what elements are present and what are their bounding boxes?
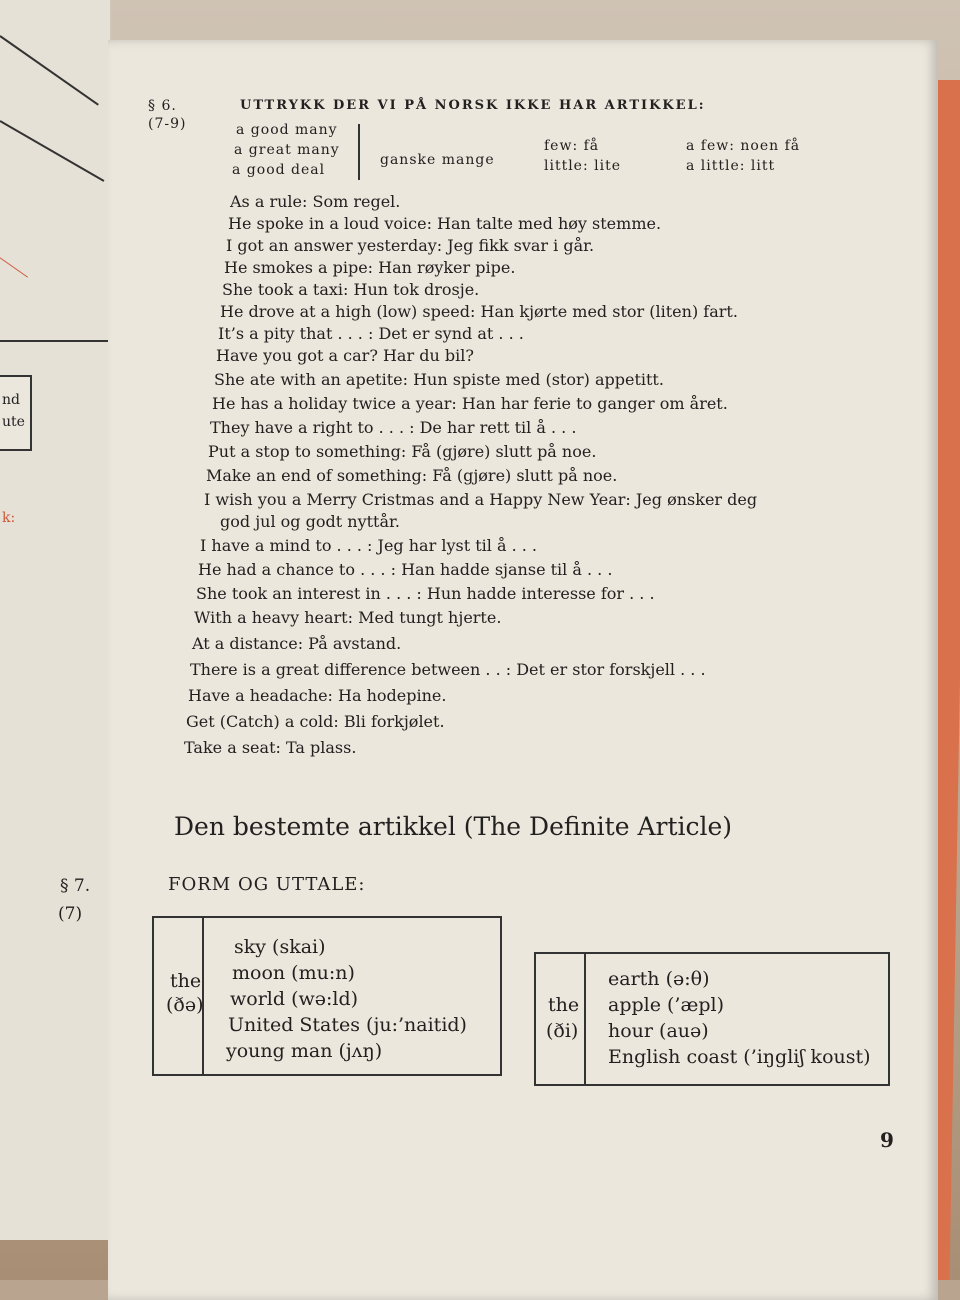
example-line: I got an answer yesterday: Jeg fikk svar i går.: [226, 236, 595, 255]
example-line: He drove at a high (low) speed: Han kjørte med stor (liten) fart.: [220, 302, 738, 321]
article-label: the: [548, 994, 580, 1016]
article-pronunciation: (ðə): [166, 994, 204, 1016]
left-page-box: [0, 375, 32, 451]
term-many: a great many: [234, 142, 340, 158]
left-page-line: [0, 340, 120, 342]
example-line: Make an end of something: Få (gjøre) slutt på noe.: [206, 466, 618, 485]
section-heading: FORM OG UTTALE:: [168, 874, 366, 895]
example-line: She ate with an apetite: Hun spiste med (stor) appetitt.: [214, 370, 664, 389]
article-pronunciation: (ði): [546, 1020, 579, 1042]
section-title: Den bestemte artikkel (The Definite Article): [174, 812, 733, 841]
example-line: She took an interest in . . . : Hun hadde interesse for . . .: [196, 584, 655, 603]
term-many: a good many: [236, 122, 338, 138]
example-line: He smokes a pipe: Han røyker pipe.: [224, 258, 516, 277]
table-word: United States (ju:’naitid): [228, 1014, 467, 1036]
example-line: At a distance: På avstand.: [192, 634, 402, 653]
term-many: a good deal: [232, 162, 326, 178]
example-line: They have a right to . . . : De har rett til å . . .: [210, 418, 577, 437]
table-word: moon (mu:n): [232, 962, 355, 984]
example-line: I have a mind to . . . : Jeg har lyst til å . . .: [200, 536, 538, 555]
example-line: He had a chance to . . . : Han hadde sjanse til å . . .: [198, 560, 613, 579]
example-line: Have a headache: Ha hodepine.: [188, 686, 447, 705]
left-page-fragment: nd: [2, 392, 20, 408]
example-line: Put a stop to something: Få (gjøre) slutt på noe.: [208, 442, 597, 461]
bracket: [352, 124, 360, 180]
table-word: world (wə:ld): [230, 988, 359, 1010]
example-line: He has a holiday twice a year: Han har ferie to ganger om året.: [212, 394, 728, 413]
left-page-line: [0, 120, 104, 182]
section-number: § 7.: [60, 876, 91, 896]
page-number: 9: [880, 1128, 894, 1152]
example-line: As a rule: Som regel.: [230, 192, 401, 211]
left-page-fragment: ute: [2, 414, 25, 430]
section-number: § 6.: [148, 98, 177, 114]
example-line: Take a seat: Ta plass.: [184, 738, 357, 757]
term-translation: ganske mange: [380, 152, 495, 168]
table-word: sky (skai): [234, 936, 326, 958]
table-word: hour (auə): [608, 1020, 709, 1042]
left-page-line: [0, 35, 99, 105]
section-ref: (7): [58, 904, 83, 924]
example-line: There is a great difference between . . : Det er stor forskjell . . .: [190, 660, 706, 679]
article-label: the: [170, 970, 202, 992]
example-line: She took a taxi: Hun tok drosje.: [222, 280, 480, 299]
example-line: He spoke in a loud voice: Han talte med høy stemme.: [228, 214, 662, 233]
table-word: apple (’æpl): [608, 994, 724, 1016]
term-little: little: lite: [544, 158, 622, 174]
section-heading: UTTRYKK DER VI PÅ NORSK IKKE HAR ARTIKKEL:: [240, 98, 706, 113]
left-page: [0, 0, 112, 1240]
example-line: Have you got a car? Har du bil?: [216, 346, 474, 365]
example-line: With a heavy heart: Med tungt hjerte.: [194, 608, 502, 627]
example-line: I wish you a Merry Cristmas and a Happy New Year: Jeg ønsker deg: [204, 490, 758, 509]
pronunciation-table-the-i: [534, 952, 890, 1086]
red-annotation-mark: [0, 229, 45, 277]
pronunciation-table-the-schwa: [152, 916, 502, 1076]
book-page: [58, 40, 938, 1300]
term-a-few: a few: noen få: [686, 138, 801, 154]
table-word: English coast (’iŋgliʃ koust): [608, 1046, 871, 1068]
example-line: Get (Catch) a cold: Bli forkjølet.: [186, 712, 445, 731]
table-word: young man (jʌŋ): [226, 1040, 383, 1062]
example-line: god jul og godt nyttår.: [220, 512, 400, 531]
table-word: earth (ə:θ): [608, 968, 710, 990]
section-ref: (7-9): [148, 116, 187, 132]
left-page-fragment: k:: [2, 510, 16, 526]
term-a-little: a little: litt: [686, 158, 776, 174]
example-line: It’s a pity that . . . : Det er synd at . . .: [218, 324, 524, 343]
term-few: few: få: [544, 138, 600, 154]
